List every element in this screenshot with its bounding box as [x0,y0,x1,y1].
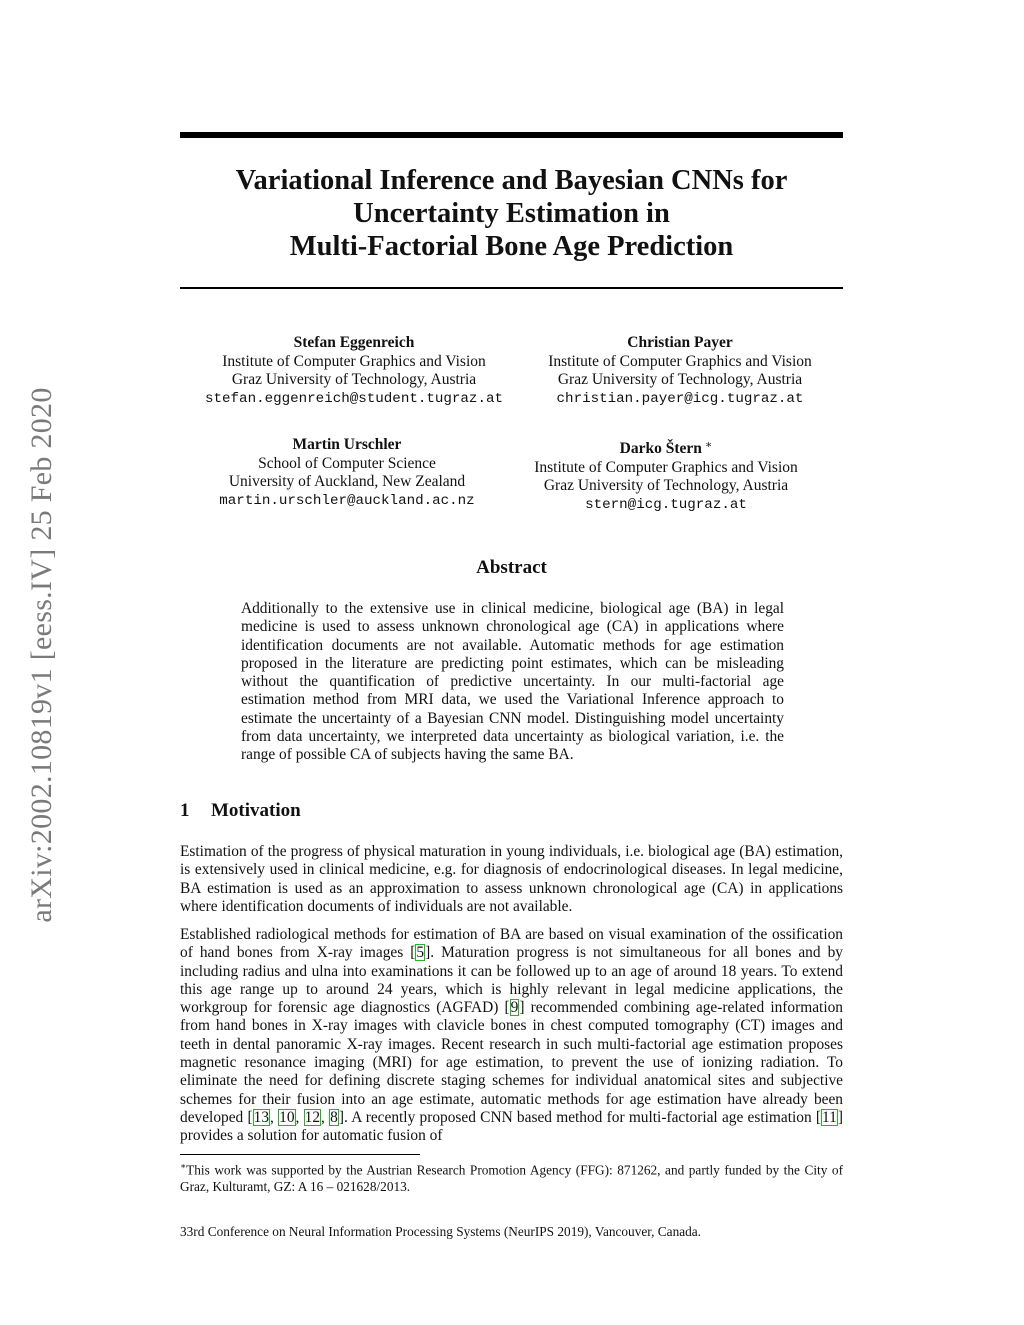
citation-link[interactable]: 5 [416,944,425,962]
footnote-marker[interactable]: ∗ [704,439,713,451]
section-title: Motivation [211,800,301,821]
author-affiliation: Institute of Computer Graphics and Vision [548,352,812,370]
author-name [496,436,836,459]
text-run: ] recommended combining age-related information from hand bones in X-ray images with clavicle bones in chest computed tomography (CT) images and teeth in dental panoramic X-ray images. Recent research in such multi-factorial age estimation proposes magnetic resonance imaging (MRI) for age estimation, to prevent the use of ionizing radiation. To eliminate the need for defining discrete staging schemes for individual anatomical sites and subjective schemes for their fusion into an age estimate, automatic methods for age estimation have already been developed [ [180,999,843,1126]
section-number: 1 [180,800,190,821]
author-email[interactable]: christian.payer@icg.tugraz.at [556,390,804,407]
title-line: Variational Inference and Bayesian CNNs for [235,165,788,196]
author-institution: Graz University of Technology, Austria [543,477,789,494]
text-run: , [270,1108,279,1126]
paragraph: Estimation of the progress of physical maturation in young individuals, i.e. biological age (BA) estimation, is extensively used in clinical medicine, e.g. for diagnosis of endocrinological diseases. In legal medicine, BA estimation is used as an approximation to assess unknown chronological age (CA) in applications where identification documents of individuals are not available. [180,843,843,915]
section-heading [180,800,301,822]
text-run: , [295,1108,304,1126]
text-run: , [321,1108,330,1126]
footnote [180,1158,843,1195]
citation-link[interactable]: 8 [330,1108,338,1126]
author-affiliation: Institute of Computer Graphics and Vision [534,458,798,476]
author-institution: University of Auckland, New Zealand [228,473,466,490]
title-line: Uncertainty Estimation in [353,198,670,229]
arxiv-identifier: arXiv:2002.10819v1 [eess.IV] 25 Feb 2020 [25,387,58,923]
footnote-text: This work was supported by the Austrian Research Promotion Agency (FFG): 871262, and partly funded by the City of Graz, Kulturamt, GZ: A 16 – 021628/2013. [180,1162,843,1195]
text-run: ]. Maturation progress is not simultaneous for all bones and by including radius and ulna into examinations it can be followed up to an age of around 18 years. To extend this age range up to around 24 years, which is highly relevant in legal medicine applications, the workgroup for forensic age diagnostics (AGFAD) [ [180,944,843,1017]
citation-link[interactable]: 12 [304,1108,321,1126]
author-email[interactable]: stern@icg.tugraz.at [585,496,747,513]
citation-link[interactable]: 9 [510,999,519,1017]
citation-link[interactable]: 10 [279,1108,295,1126]
abstract-heading: Abstract [476,557,547,578]
text-run: ] provides a solution for automatic fusion of [180,1108,844,1145]
venue-line: 33rd Conference on Neural Information Processing Systems (NeurIPS 2019), Vancouver, Canada. [180,1224,701,1239]
paper-title [180,164,843,263]
footnote-marker: ∗ [180,1161,187,1171]
author-affiliation: Institute of Computer Graphics and Vision [222,352,486,370]
title-bottom-rule [180,287,843,289]
author-name: Stefan Eggenreich [293,334,415,351]
title-top-rule [180,132,843,138]
author-name-text: Darko Štern [619,440,702,457]
citation-link[interactable]: 11 [822,1108,837,1126]
author-block-urschler [177,436,517,510]
author-email[interactable]: martin.urschler@auckland.ac.nz [219,492,475,509]
author-block-eggenreich [184,334,524,408]
paragraph [180,926,843,1146]
author-affiliation: School of Computer Science [258,454,436,472]
text-run: Established radiological methods for estimation of BA are based on visual examination of the ossification of hand bones from X-ray images [ [180,926,843,962]
author-name: Martin Urschler [292,436,402,453]
footnote-rule [180,1154,420,1155]
author-institution: Graz University of Technology, Austria [557,371,803,388]
text-run: ]. A recently proposed CNN based method for multi-factorial age estimation [ [338,1108,822,1126]
author-block-payer [510,334,850,408]
author-name: Christian Payer [627,334,733,351]
abstract-text: Additionally to the extensive use in clinical medicine, biological age (BA) in legal medicine is used to assess unknown chronological age (CA) in applications where identification documents are not available. Automatic methods for age estimation proposed in the literature are predicting point estimates, which can be misleading without the quantification of predictive uncertainty. In our multi-factorial age estimation method from MRI data, we used the Variational Inference approach to estimate the uncertainty of a Bayesian CNN model. Distinguishing model uncertainty from data uncertainty, we interpreted data uncertainty as biological variation, i.e. the range of possible CA of subjects having the same BA. [241,600,784,764]
author-institution: Graz University of Technology, Austria [231,371,477,388]
author-email[interactable]: stefan.eggenreich@student.tugraz.at [205,390,503,407]
author-block-stern [496,436,836,514]
citation-link[interactable]: 13 [253,1108,270,1126]
title-line: Multi-Factorial Bone Age Prediction [289,231,734,262]
